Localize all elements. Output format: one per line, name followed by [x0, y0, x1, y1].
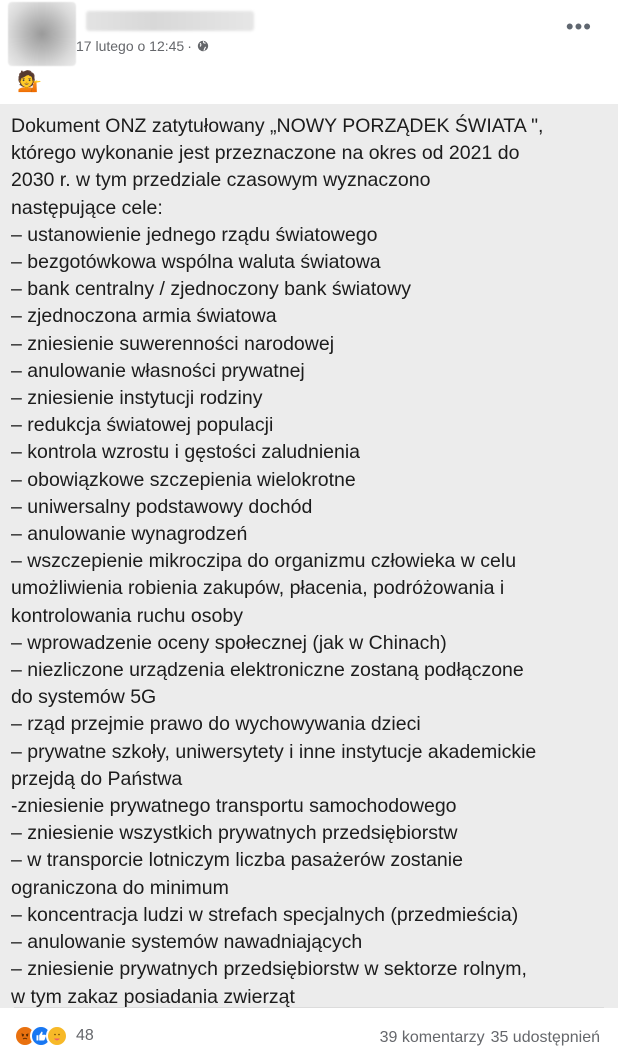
document-line: następujące cele:: [11, 196, 163, 219]
post-timestamp[interactable]: 17 lutego o 12:45: [76, 38, 185, 54]
document-line: umożliwienia robienia zakupów, płacenia, podróżowania i: [11, 577, 505, 600]
comments-count[interactable]: 39 komentarzy: [379, 1029, 485, 1046]
document-line: kontrolowania ruchu osoby: [11, 604, 243, 627]
document-line: – zniesienie wszystkich prywatnych przedsiębiorstw: [11, 822, 458, 845]
document-line: – wszczepienie mikroczipa do organizmu człowieka w celu: [11, 550, 517, 573]
document-line: – wprowadzenie oceny społecznej (jak w Chinach): [11, 631, 447, 654]
document-line: – zniesienie suwerenności narodowej: [11, 332, 335, 355]
document-line: do systemów 5G: [11, 686, 157, 709]
avatar[interactable]: [8, 2, 76, 66]
document-line: – anulowanie własności prywatnej: [11, 359, 305, 382]
document-line: 2030 r. w tym przedziale czasowym wyznaczono: [11, 169, 431, 192]
document-line: – ustanowienie jednego rządu światowego: [11, 223, 378, 246]
document-line: – redukcja światowej populacji: [11, 414, 274, 437]
document-line: Dokument ONZ zatytułowany „NOWY PORZĄDEK ŚWIATA ",: [11, 115, 544, 137]
document-line: – niezliczone urządzenia elektroniczne zostaną podłączone: [11, 659, 524, 682]
document-line: -zniesienie prywatnego transportu samochodowego: [11, 795, 457, 818]
document-line: – zniesienie prywatnych przedsiębiorstw w sektorze rolnym,: [11, 958, 527, 981]
meta-separator: ·: [187, 38, 192, 54]
document-line: – obowiązkowe szczepienia wielokrotne: [11, 468, 356, 491]
post-meta: [76, 38, 209, 54]
post-stats: [380, 1029, 600, 1047]
document-line: – prywatne szkoły, uniwersytety i inne instytucje akademickie: [11, 740, 537, 763]
footer-divider: [14, 1007, 604, 1008]
document-line: – bezgotówkowa wspólna waluta światowa: [11, 251, 381, 274]
post-footer: [0, 1018, 618, 1062]
document-line: ograniczona do minimum: [11, 876, 229, 899]
document-line: – anulowanie wynagrodzeń: [11, 523, 248, 546]
document-line: – zjednoczona armia światowa: [11, 305, 277, 328]
document-line: – kontrola wzrostu i gęstości zaludnienia: [11, 441, 361, 464]
care-icon: [46, 1025, 68, 1047]
more-options-icon[interactable]: •••: [565, 14, 592, 39]
document-line: w tym zakaz posiadania zwierząt: [11, 985, 295, 1008]
post-caption-emoji: 💁: [17, 71, 42, 93]
reaction-count[interactable]: 48: [76, 1027, 94, 1044]
document-line: – rząd przejmie prawo do wychowywania dzieci: [11, 713, 421, 736]
document-text: [11, 113, 611, 1011]
document-line: – w transporcie lotniczym liczba pasażerów zostanie: [11, 849, 463, 872]
author-name-blurred[interactable]: [86, 11, 254, 31]
document-line: – koncentracja ludzi w strefach specjalnych (przedmieścia): [11, 903, 519, 926]
document-line: – uniwersalny podstawowy dochód: [11, 495, 313, 518]
document-line: przejdą do Państwa: [11, 767, 183, 790]
reactions-summary[interactable]: [14, 1025, 94, 1047]
document-line: – zniesienie instytucji rodziny: [11, 387, 263, 410]
globe-icon[interactable]: [197, 40, 209, 52]
document-line: którego wykonanie jest przeznaczone na okres od 2021 do: [11, 142, 520, 165]
document-line: – anulowanie systemów nawadniających: [11, 931, 363, 954]
shares-count[interactable]: 35 udostępnień: [490, 1029, 600, 1046]
document-line: – bank centralny / zjednoczony bank światowy: [11, 278, 411, 301]
